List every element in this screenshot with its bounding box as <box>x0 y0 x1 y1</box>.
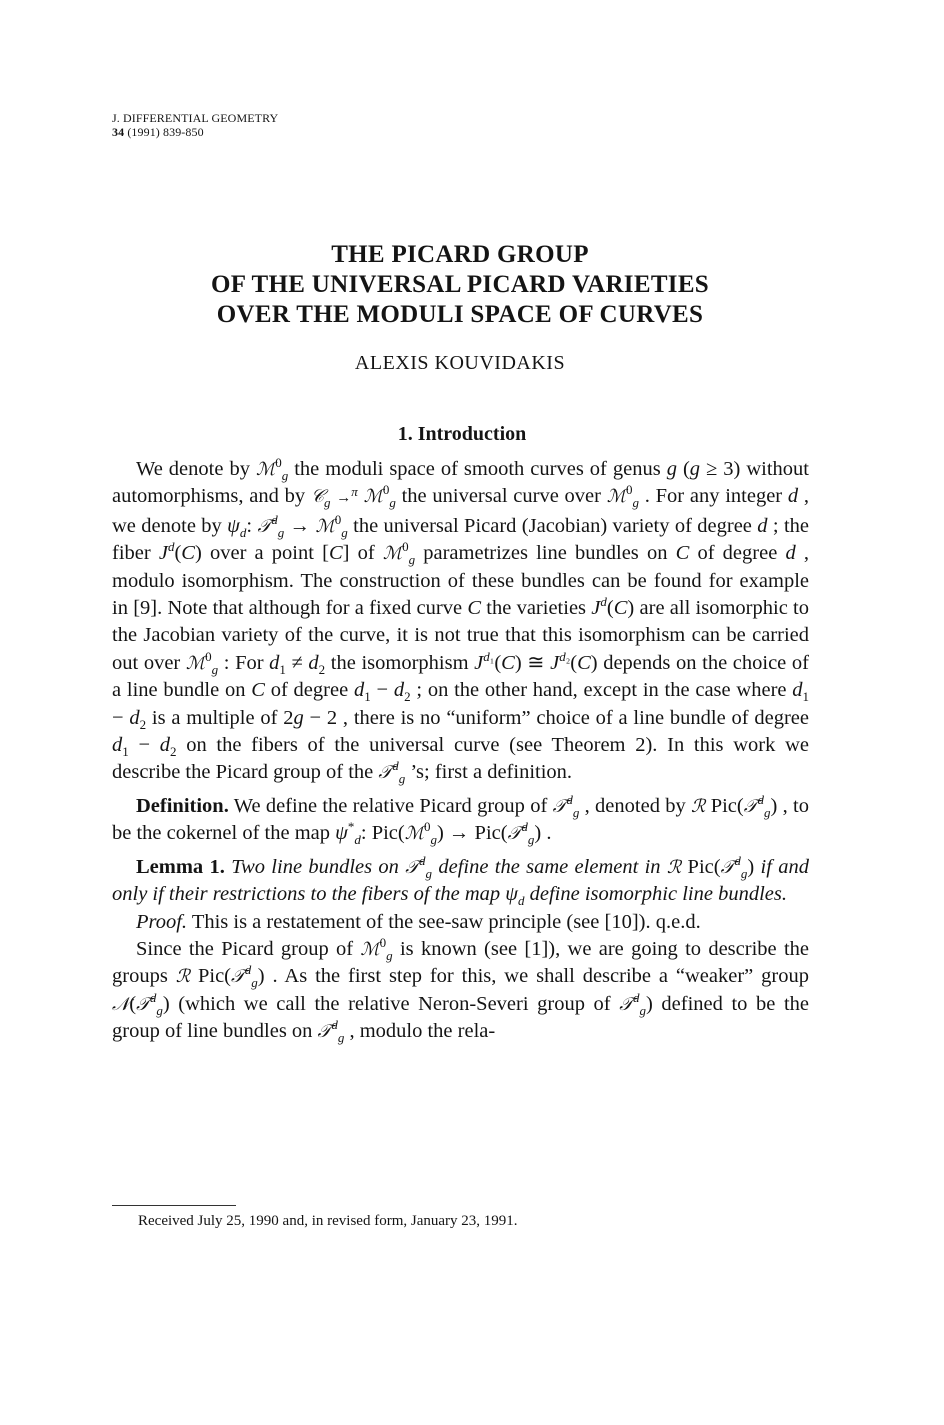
author-name: ALEXIS KOUVIDAKIS <box>354 352 566 374</box>
footnote-rule <box>112 1205 236 1206</box>
definition-label: Definition. <box>136 794 229 817</box>
received-footnote: Received July 25, 1990 and, in revised form, January 23, 1991. <box>138 1213 518 1229</box>
title-line-1: THE PICARD GROUP <box>331 241 589 268</box>
lemma-paragraph: Lemma 1. Two line bundles on 𝒯$^d_g$ define the same element in ℛ Pic(𝒯$^d_g$) if and only if their restrictions to the fibers of the map $\psi_d$ define isomorphic line bundles. <box>112 852 809 909</box>
qed: q.e.d. <box>655 910 701 933</box>
closing-paragraph: Since the Picard group of ℳ$^0_g$ is known (see [1]), we are going to describe the groups ℛ Pic(𝒯$^d_g$) . As the first step for this, we shall describe a “weaker” group 𝒩(𝒯$^d_g$) (which we call the relative Neron-Severi group of 𝒯$^d_g$) defined to be the group of line bundles on 𝒯$^d_g$ , modulo the rela- <box>112 935 809 1046</box>
paper-title <box>0 240 920 330</box>
volume-number: 34 <box>112 125 125 139</box>
body-text <box>112 456 809 1046</box>
title-line-3: OVER THE MODULI SPACE OF CURVES <box>216 301 704 328</box>
title-line-2: OF THE UNIVERSAL PICARD VARIETIES <box>211 271 709 298</box>
journal-header <box>112 111 278 139</box>
pages: (1991) 839-850 <box>127 125 204 139</box>
section-heading: 1. Introduction <box>397 423 527 445</box>
intro-paragraph: We denote by ℳ$^0_g$ the moduli space of smooth curves of genus g (g ≥ 3) without automorphisms, and by 𝒞$_g$ →$^\pi$ ℳ$^0_g$ the universal curve over ℳ$^0_g$ . For any integer d , we denote by $\psi_d$: 𝒯$^d_g$ → ℳ$^0_g$ the universal Picard (Jacobian) variety of degree d ; the fiber $J^d(C)$ over a point [C] of ℳ$^0_g$ parametrizes line bundles on C of degree d , modulo isomorphism. The construction of these bundles can be found for example in [9]. Note that although for a fixed curve C the varieties $J^d(C)$ are all isomorphic to the Jacobian variety of the curve, it is not true that this isomorphism can be carried out over ℳ$^0_g$ : For $d_1 \ne d_2$ the isomorphism $J^{d_1}(C)$ ≅ $J^{d_2}(C)$ depends on the choice of a line bundle on C of degree $d_1 - d_2$ ; on the other hand, except in the case where $d_1 - d_2$ is a multiple of 2g − 2 , there is no “uniform” choice of a line bundle of degree $d_1 - d_2$ on the fibers of the universal curve (see Theorem 2). In this work we describe the Picard group of the 𝒯$^d_g$ ’s; first a definition. <box>112 455 810 787</box>
proof-label: Proof. <box>136 910 188 933</box>
journal-name: J. DIFFERENTIAL GEOMETRY <box>112 111 279 125</box>
journal-citation <box>112 125 278 139</box>
proof-paragraph: Proof. This is a restatement of the see-saw principle (see [10]). q.e.d. <box>136 910 701 933</box>
lemma-label: Lemma 1. <box>136 855 225 878</box>
definition-paragraph: Definition. We define the relative Picard group of 𝒯$^d_g$ , denoted by ℛ Pic(𝒯$^d_g$) , to be the cokernel of the map $\psi^*_d$: Pic(ℳ$^0_g$) → Pic(𝒯$^d_g$) . <box>112 792 809 848</box>
